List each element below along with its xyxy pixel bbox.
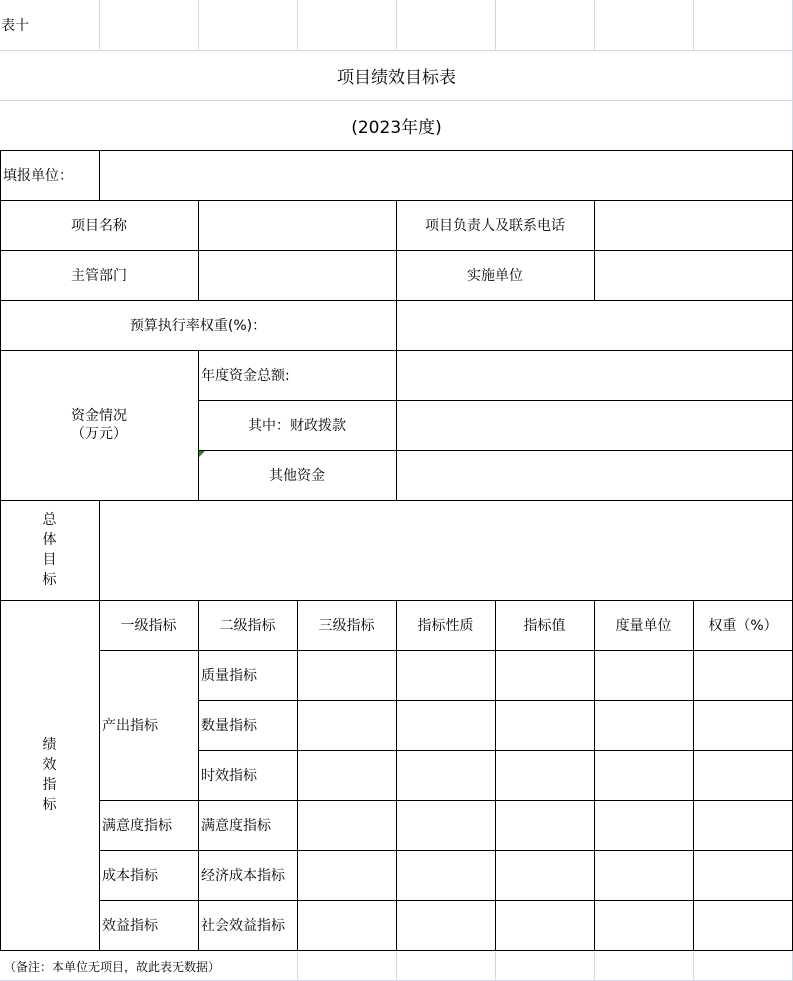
overall-goal-value[interactable] (100, 501, 792, 600)
impl-unit-value[interactable] (595, 251, 792, 300)
page-title: 项目绩效目标表 (337, 67, 456, 88)
budget-weight-value[interactable] (397, 301, 792, 350)
header-nature: 指标性质 (417, 618, 474, 634)
overall-goal-label (0, 500, 99, 600)
year-label: (2023年度) (351, 117, 442, 138)
funds-total-value[interactable] (397, 351, 792, 400)
fill-unit-value[interactable] (100, 151, 792, 200)
project-name-label: 项目名称 (71, 218, 127, 234)
perf-indicators-label (0, 600, 99, 950)
dept-value[interactable] (199, 251, 396, 300)
project-leader-value[interactable] (595, 201, 792, 250)
header-unit: 度量单位 (615, 618, 672, 634)
header-level1: 一级指标 (120, 618, 177, 634)
funds-label-line2: （万元） (71, 426, 127, 442)
level2-social-benefit: 社会效益指标 (201, 918, 285, 934)
perf-label-char: 标 (42, 797, 57, 813)
level2-timeliness: 时效指标 (201, 768, 257, 784)
header-level2: 二级指标 (219, 618, 276, 634)
footnote: （备注：本单位无项目，故此表无数据） (4, 959, 221, 974)
funds-other-label: 其他资金 (269, 468, 325, 484)
overall-goal-char: 体 (42, 532, 57, 548)
funds-label-line1: 资金情况 (71, 408, 127, 424)
perf-label-char: 指 (42, 777, 57, 793)
overall-goal-char: 标 (42, 572, 57, 588)
perf-label-char: 效 (42, 757, 57, 773)
funds-other-value[interactable] (397, 451, 792, 500)
sheet-label: 表十 (1, 18, 29, 34)
funds-total-label: 年度资金总额: (201, 368, 290, 384)
level1-benefit: 效益指标 (102, 918, 158, 934)
level1-satisfaction: 满意度指标 (102, 818, 172, 834)
dept-label: 主管部门 (71, 268, 127, 284)
project-name-value[interactable] (199, 201, 396, 250)
funds-fiscal-label: 其中：财政拨款 (248, 418, 346, 434)
overall-goal-char: 总 (42, 512, 57, 528)
project-leader-label: 项目负责人及联系电话 (425, 218, 565, 234)
header-weight: 权重（%） (708, 618, 778, 634)
fill-unit-label: 填报单位： (3, 168, 73, 184)
level2-satisfaction: 满意度指标 (201, 818, 271, 834)
budget-weight-label: 预算执行率权重(%)： (129, 318, 267, 334)
perf-label-char: 绩 (42, 737, 57, 753)
overall-goal-char: 目 (42, 552, 57, 568)
level2-economic-cost: 经济成本指标 (201, 868, 285, 884)
level2-quantity: 数量指标 (201, 718, 257, 734)
header-level3: 三级指标 (318, 618, 375, 634)
level1-cost: 成本指标 (102, 868, 158, 884)
impl-unit-label: 实施单位 (467, 268, 523, 284)
level2-quality: 质量指标 (201, 668, 257, 684)
funds-fiscal-value[interactable] (397, 401, 792, 450)
funds-label (0, 350, 198, 500)
header-value: 指标值 (523, 618, 566, 634)
level1-output: 产出指标 (102, 718, 158, 734)
